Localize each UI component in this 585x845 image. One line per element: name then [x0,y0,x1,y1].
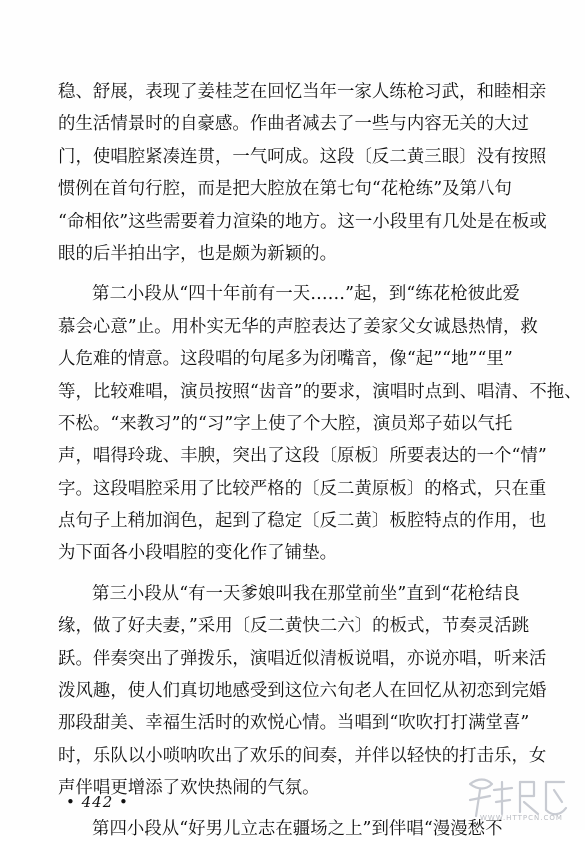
text-line: 为下面各小段唱腔的变化作了铺垫。 [58,543,338,564]
body-text [58,76,582,845]
text-line: 第四小段从“好男儿立志在疆场之上”到伴唱“漫漫愁不 [92,818,503,839]
paragraph-gap [58,270,558,278]
paragraph-gap [58,570,558,578]
text-line: 第三小段从“有一天爹娘叫我在那堂前坐”直到“花枪结良 [92,583,520,604]
text-line: 声，唱得玲珑、丰腴，突出了这段〔原板〕所要表达的一个“情” [58,446,547,467]
text-line: 泼风趣，使人们真切地感受到这位六旬老人在回忆从初恋到完婚 [58,681,547,702]
text-line: 不松。“来教习”的“习”字上使了个大腔，演员郑子茹以气托 [58,413,513,434]
text-line: 时，乐队以小唢呐吹出了欢乐的间奏，并伴以轻快的打击乐，女 [58,745,547,766]
text-line: 慕会心意”止。用朴实无华的声腔表达了姜家父女诚恳热情，救 [58,316,538,337]
text-line: 跃。伴奏突出了弹拨乐，演唱近似清板说唱，亦说亦唱，听来活 [58,648,547,669]
text-line: 字。这段唱腔采用了比较严格的〔反二黄原板〕的格式，只在重 [58,478,547,499]
paragraph-gap [58,805,558,813]
text-line: 人危难的情意。这段唱的句尾多为闭嘴音，像“起”“地”“里” [58,349,513,370]
text-line: 的生活情景时的自豪感。作曲者减去了一些与内容无关的大过 [58,114,529,135]
text-line: 等，比较难唱，演员按照“齿音”的要求，演唱时点到、唱清、不拖、 [58,381,582,402]
text-line: 稳、舒展，表现了姜桂芝在回忆当年一家人练枪习武，和睦相亲 [58,82,547,102]
text-line: 那段甜美、幸福生活时的欢悦心情。当唱到“吹吹打打满堂喜” [58,713,530,734]
text-line: 缘，做了好夫妻，”采用〔反二黄快二六〕的板式，节奏灵活跳 [58,616,530,637]
text-line: 门，使唱腔紧凑连贯，一气呵成。这段〔反二黄三眼〕没有按照 [58,146,547,167]
text-line: 眼的后半拍出字，也是颇为新颖的。 [58,243,338,264]
text-line: 声伴唱更增添了欢快热闹的气氛。 [58,778,320,799]
watermark-url: WWW.HTTPCN.COM [480,814,563,822]
text-line: 惯例在首句行腔，而是把大腔放在第七句“花枪练”及第八句 [58,179,512,200]
text-line: “命相依”这些需要着力渲染的地方。这一小段里有几处是在板或 [58,211,547,232]
text-line: 第二小段从“四十年前有一天……”起，到“练花枪彼此爱 [92,284,520,305]
page-number: • 442 • [66,793,129,811]
text-line: 点句子上稍加润色，起到了稳定〔反二黄〕板腔特点的作用，也 [58,511,547,532]
